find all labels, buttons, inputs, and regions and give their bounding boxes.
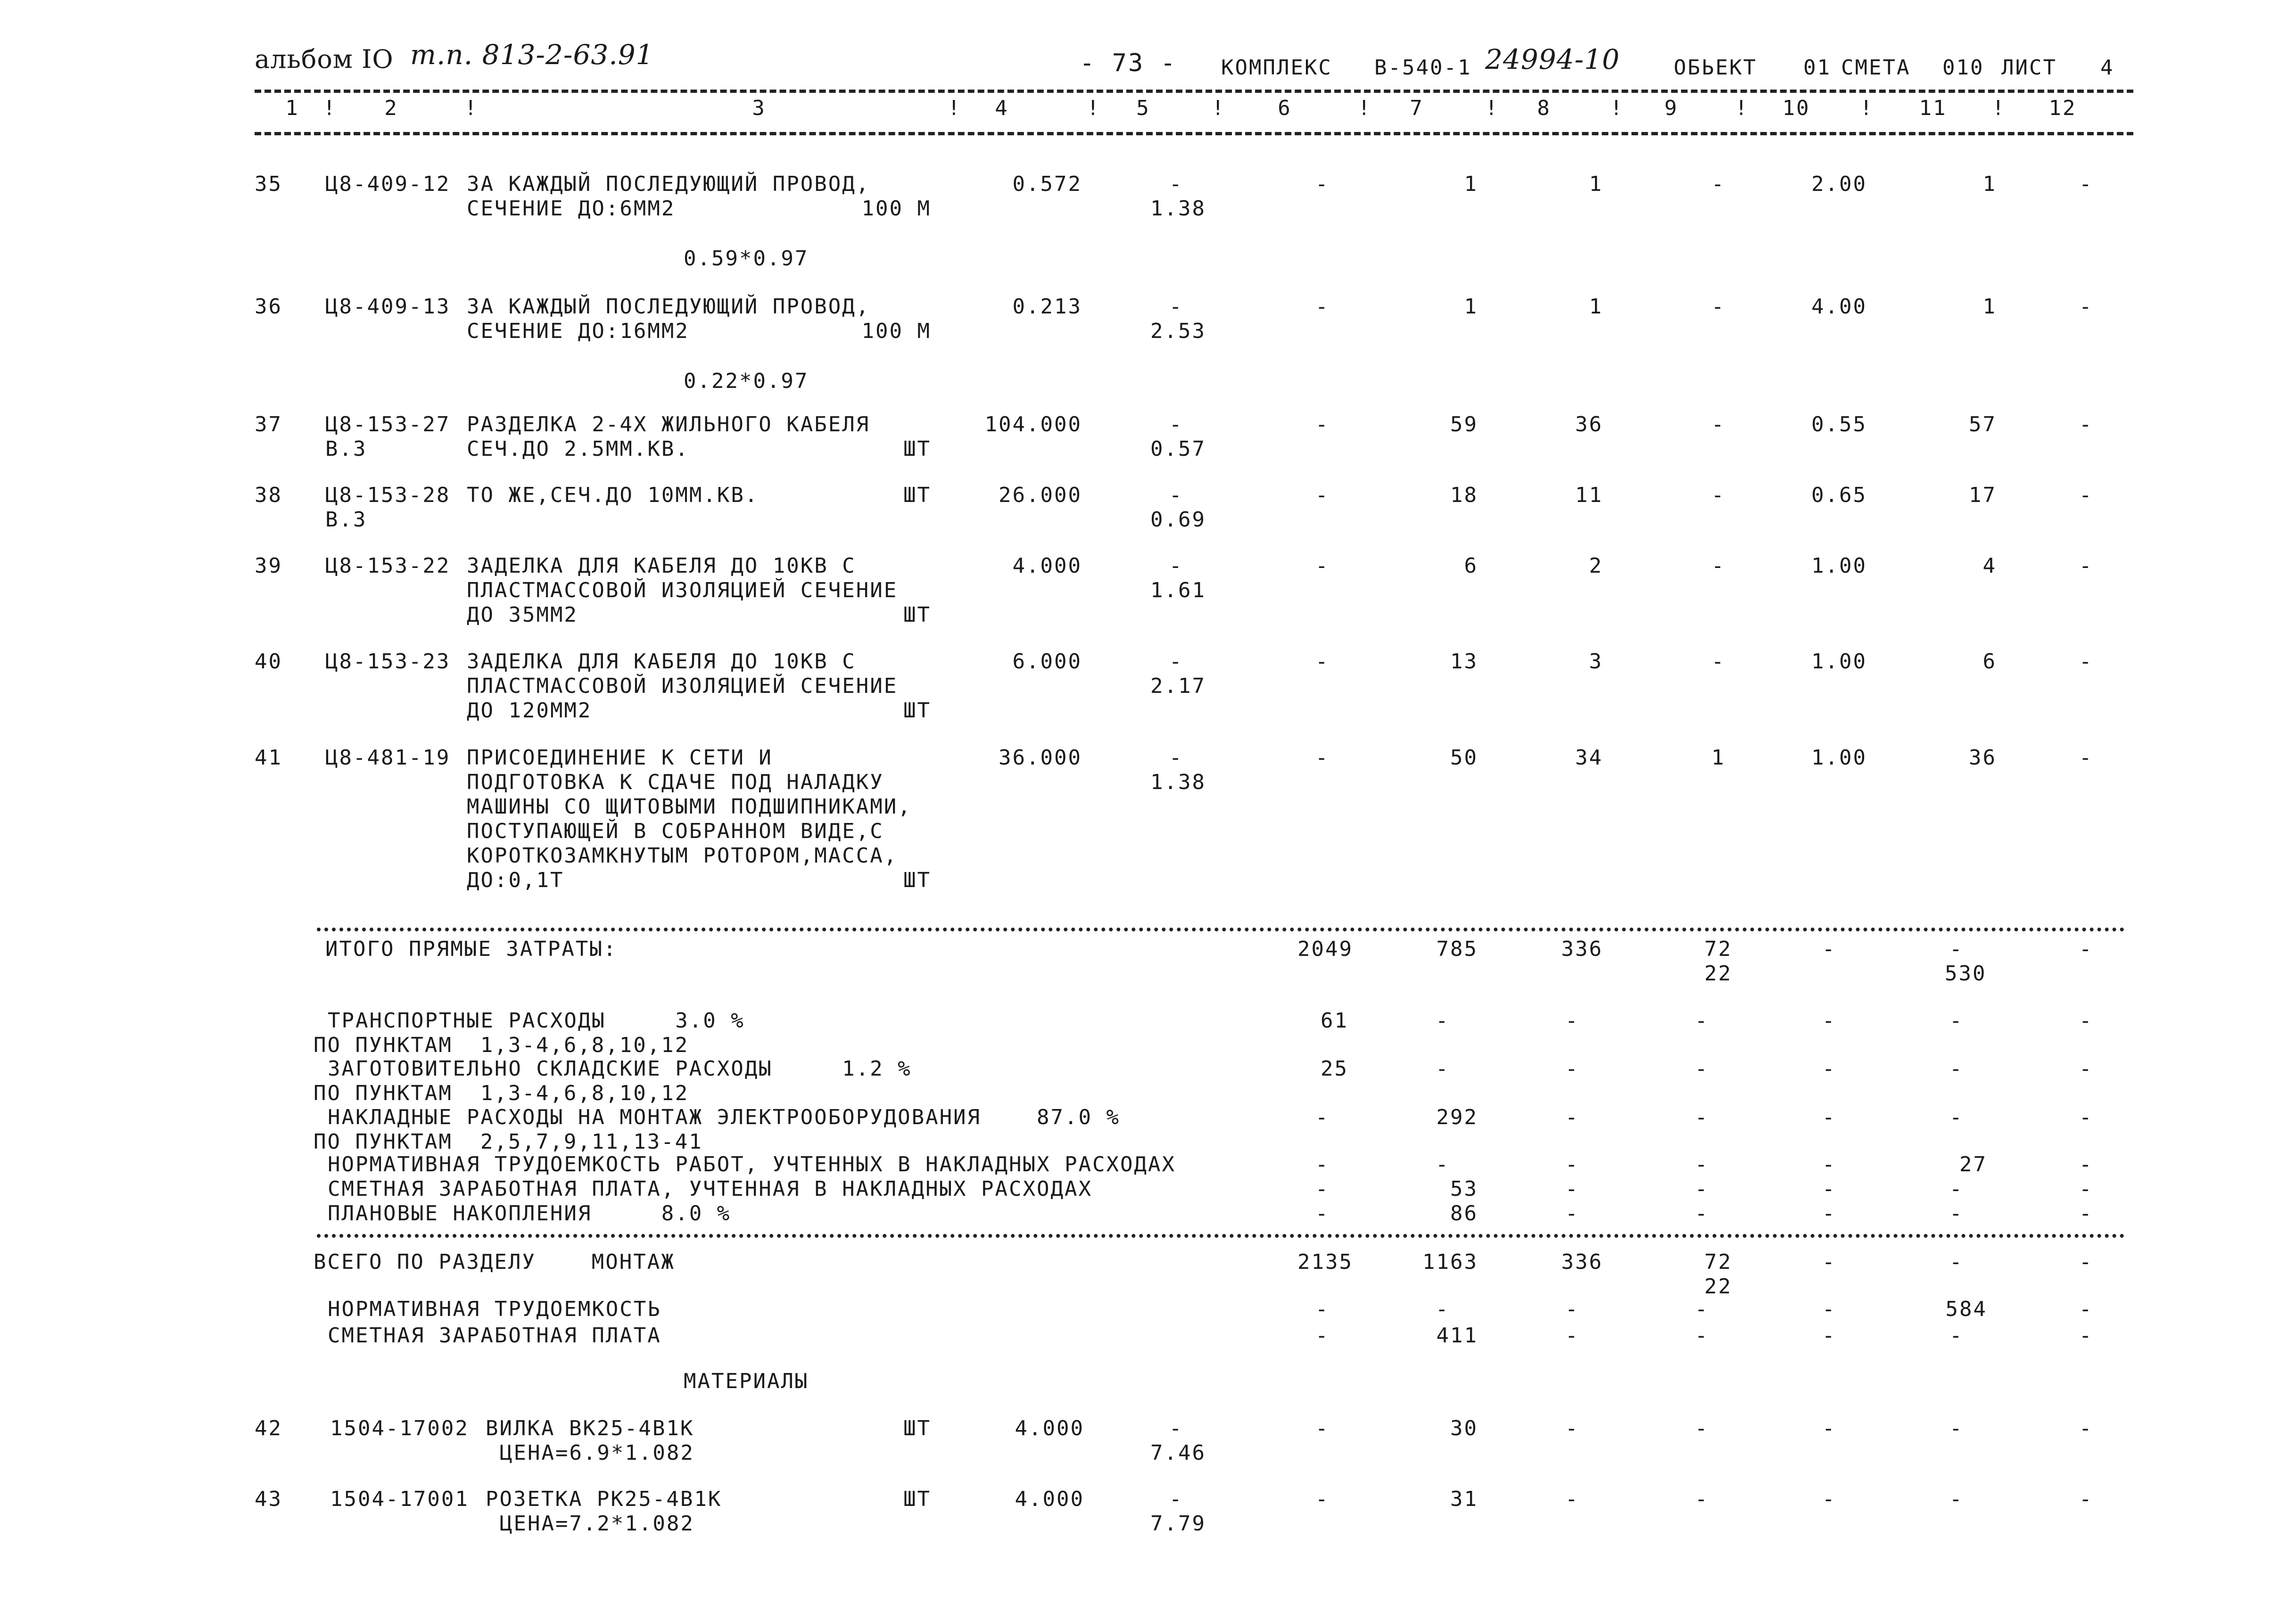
row-description: ЗА КАЖДЫЙ ПОСЛЕДУЮЩИЙ ПРОВОД,: [467, 295, 870, 319]
row-unit: ШТ: [903, 868, 931, 892]
col11-value: 1: [1982, 172, 1997, 196]
row-number: 39: [255, 554, 282, 578]
row-description: ДО 120ММ2: [467, 699, 592, 723]
col11-value: 17: [1969, 483, 1997, 507]
itogo-col12: -: [2079, 937, 2093, 961]
kompleks-code: В-540-1: [1374, 56, 1472, 80]
material-quantity: 4.000: [1015, 1487, 1084, 1511]
overhead-col7: 86: [1450, 1201, 1478, 1225]
material-col10: -: [1822, 1416, 1836, 1440]
material-number: 43: [255, 1487, 282, 1511]
row-formula: 0.59*0.97: [684, 247, 809, 271]
overhead-col11: 27: [1959, 1152, 1987, 1176]
col9-value: -: [1711, 554, 1726, 578]
norm-col11: 584: [1945, 1297, 1987, 1321]
column-separator: !: [1087, 96, 1101, 120]
overhead-col8: -: [1565, 1201, 1579, 1225]
row-unit: ШТ: [903, 483, 931, 507]
col9-value: -: [1711, 295, 1726, 319]
norm-col9: -: [1695, 1324, 1709, 1348]
overhead-label: НОРМАТИВНАЯ ТРУДОЕМКОСТЬ РАБОТ, УЧТЕННЫХ В НАКЛАДНЫХ РАСХОДАХ: [328, 1152, 1176, 1176]
col8-value: 2: [1589, 554, 1603, 578]
material-price: ЦЕНА=7.2*1.082: [500, 1512, 694, 1536]
material-quantity: 4.000: [1015, 1416, 1084, 1440]
row-code: Ц8-153-22: [325, 554, 451, 578]
itogo-col11: -: [1949, 937, 1964, 961]
row-code: Ц8-481-19: [325, 746, 451, 770]
column-separator: !: [1212, 96, 1226, 120]
vsego-col8: 336: [1561, 1250, 1603, 1274]
row-description: ДО:0,1Т: [467, 868, 564, 892]
col8-value: 34: [1575, 746, 1603, 770]
norm-col6: -: [1315, 1297, 1330, 1321]
material-col10: -: [1822, 1487, 1836, 1511]
column-number: 6: [1278, 96, 1292, 120]
col10-value: 2.00: [1811, 172, 1867, 196]
album-label: альбом IO: [255, 44, 394, 74]
column-separator: !: [464, 96, 479, 120]
smeta-label: СМЕТА: [1841, 56, 1911, 80]
column-separator: !: [1358, 96, 1372, 120]
itogo-col7: 785: [1436, 937, 1478, 961]
col6-value: -: [1315, 650, 1330, 674]
column-separator: !: [1735, 96, 1749, 120]
row-description: СЕЧЕНИЕ ДО:6ММ2: [467, 197, 676, 221]
col5-value: 1.61: [1150, 578, 1206, 602]
row-description: ПОДГОТОВКА К СДАЧЕ ПОД НАЛАДКУ: [467, 770, 884, 794]
row-code: Ц8-409-12: [325, 172, 451, 196]
norm-col12: -: [2079, 1324, 2093, 1348]
overhead-col12: -: [2079, 1009, 2093, 1033]
material-code: 1504-17002: [330, 1416, 469, 1440]
material-col9: -: [1695, 1487, 1709, 1511]
header-rule-top: [255, 90, 2133, 93]
col6-value: -: [1315, 295, 1330, 319]
norm-col12: -: [2079, 1297, 2093, 1321]
itogo-col9: 72: [1704, 937, 1732, 961]
overhead-col9: -: [1695, 1057, 1709, 1081]
row-description: ДО 35ММ2: [467, 603, 578, 627]
material-unit: ШТ: [903, 1416, 931, 1440]
vsego-col10: -: [1822, 1250, 1836, 1274]
list-number: 4: [2100, 56, 2114, 80]
row-unit: 100 М: [861, 319, 931, 343]
overhead-col6: 61: [1321, 1009, 1348, 1033]
overhead-col11: -: [1949, 1057, 1964, 1081]
norm-col9: -: [1695, 1297, 1709, 1321]
row-number: 41: [255, 746, 282, 770]
col12-value: -: [2079, 650, 2093, 674]
col8-value: 36: [1575, 412, 1603, 436]
overhead-label: ТРАНСПОРТНЫЕ РАСХОДЫ 3.0 %: [328, 1009, 745, 1033]
column-separator: !: [948, 96, 962, 120]
row-quantity: 0.572: [1012, 172, 1082, 196]
col5-value: 0.69: [1150, 508, 1206, 532]
overhead-col9: -: [1695, 1105, 1709, 1129]
col11-value: 36: [1969, 746, 1997, 770]
norm-col10: -: [1822, 1297, 1836, 1321]
itogo-label: ИТОГО ПРЯМЫЕ ЗАТРАТЫ:: [325, 937, 618, 961]
norm-col7: -: [1436, 1297, 1450, 1321]
col8-value: 1: [1589, 172, 1603, 196]
overhead-col6: -: [1315, 1177, 1330, 1201]
overhead-col12: -: [2079, 1201, 2093, 1225]
row-description: ТО ЖЕ,СЕЧ.ДО 10ММ.КВ.: [467, 483, 759, 507]
overhead-label: СМЕТНАЯ ЗАРАБОТНАЯ ПЛАТА, УЧТЕННАЯ В НАКЛАДНЫХ РАСХОДАХ: [328, 1177, 1092, 1201]
col5-dash: -: [1169, 746, 1183, 770]
col5-dash: -: [1169, 172, 1183, 196]
col10-value: 1.00: [1811, 746, 1867, 770]
material-col7: 30: [1450, 1416, 1478, 1440]
itogo-col11b: 530: [1945, 962, 1987, 986]
overhead-col11: -: [1949, 1105, 1964, 1129]
overhead-col10: -: [1822, 1177, 1836, 1201]
row-unit: 100 М: [861, 197, 931, 221]
col6-value: -: [1315, 483, 1330, 507]
overhead-col7: 292: [1436, 1105, 1478, 1129]
row-quantity: 4.000: [1012, 554, 1082, 578]
col6-value: -: [1315, 172, 1330, 196]
overhead-points: ПО ПУНКТАМ 2,5,7,9,11,13-41: [314, 1130, 703, 1154]
row-quantity: 0.213: [1012, 295, 1082, 319]
col6-value: -: [1315, 412, 1330, 436]
col5-value: 2.17: [1150, 674, 1206, 698]
vsego-col7: 1163: [1422, 1250, 1478, 1274]
overhead-label: ЗАГОТОВИТЕЛЬНО СКЛАДСКИЕ РАСХОДЫ 1.2 %: [328, 1057, 912, 1081]
page-number: - 73 -: [1080, 49, 1177, 77]
column-number: 3: [752, 96, 766, 120]
overhead-col7: -: [1436, 1152, 1450, 1176]
itogo-col9b: 22: [1704, 962, 1732, 986]
col7-value: 59: [1450, 412, 1478, 436]
row-description: КОРОТКОЗАМКНУТЫМ РОТОРОМ,МАССА,: [467, 844, 898, 868]
row-code: В.3: [325, 508, 367, 532]
overhead-col6: 25: [1321, 1057, 1348, 1081]
smeta-number: 010: [1942, 56, 1984, 80]
norm-col10: -: [1822, 1324, 1836, 1348]
col12-value: -: [2079, 483, 2093, 507]
vsego-label: ВСЕГО ПО РАЗДЕЛУ МОНТАЖ: [314, 1250, 675, 1274]
overhead-col8: -: [1565, 1177, 1579, 1201]
typical-project-number: т.п. 813-2-63.91: [410, 39, 654, 71]
norm-label: НОРМАТИВНАЯ ТРУДОЕМКОСТЬ: [328, 1297, 661, 1321]
overhead-col8: -: [1565, 1057, 1579, 1081]
col8-value: 1: [1589, 295, 1603, 319]
col10-value: 4.00: [1811, 295, 1867, 319]
overhead-col12: -: [2079, 1057, 2093, 1081]
overhead-col9: -: [1695, 1152, 1709, 1176]
overhead-col10: -: [1822, 1009, 1836, 1033]
material-col8: -: [1565, 1416, 1579, 1440]
itogo-col10: -: [1822, 937, 1836, 961]
material-col11: -: [1949, 1487, 1964, 1511]
row-description: ЗАДЕЛКА ДЛЯ КАБЕЛЯ ДО 10КВ С: [467, 650, 856, 674]
col12-value: -: [2079, 172, 2093, 196]
material-col11: -: [1949, 1416, 1964, 1440]
col10-value: 0.65: [1811, 483, 1867, 507]
overhead-col9: -: [1695, 1201, 1709, 1225]
col7-value: 1: [1464, 295, 1478, 319]
col12-value: -: [2079, 746, 2093, 770]
norm-col8: -: [1565, 1324, 1579, 1348]
row-quantity: 26.000: [999, 483, 1082, 507]
material-col12: -: [2079, 1487, 2093, 1511]
vsego-col11: -: [1949, 1250, 1964, 1274]
row-number: 35: [255, 172, 282, 196]
col7-value: 18: [1450, 483, 1478, 507]
vsego-col9: 72: [1704, 1250, 1732, 1274]
col11-value: 4: [1982, 554, 1997, 578]
column-number: 8: [1537, 96, 1551, 120]
col7-value: 13: [1450, 650, 1478, 674]
row-description: ЗАДЕЛКА ДЛЯ КАБЕЛЯ ДО 10КВ С: [467, 554, 856, 578]
norm-col8: -: [1565, 1297, 1579, 1321]
col9-value: -: [1711, 483, 1726, 507]
itogo-col8: 336: [1561, 937, 1603, 961]
material-col5-dash: -: [1169, 1487, 1183, 1511]
col11-value: 1: [1982, 295, 1997, 319]
overhead-col9: -: [1695, 1177, 1709, 1201]
overhead-col10: -: [1822, 1105, 1836, 1129]
row-description: ПОСТУПАЮЩЕЙ В СОБРАННОМ ВИДЕ,С: [467, 819, 884, 843]
col7-value: 50: [1450, 746, 1478, 770]
overhead-col7: 53: [1450, 1177, 1478, 1201]
overhead-col6: -: [1315, 1201, 1330, 1225]
overhead-col12: -: [2079, 1177, 2093, 1201]
row-code: Ц8-153-23: [325, 650, 451, 674]
itogo-dotted-rule: [317, 928, 2125, 931]
column-number: 7: [1410, 96, 1424, 120]
overhead-col7: -: [1436, 1009, 1450, 1033]
material-col9: -: [1695, 1416, 1709, 1440]
row-formula: 0.22*0.97: [684, 369, 809, 393]
col6-value: -: [1315, 554, 1330, 578]
row-description: СЕЧЕНИЕ ДО:16ММ2: [467, 319, 689, 343]
material-number: 42: [255, 1416, 282, 1440]
overhead-col8: -: [1565, 1152, 1579, 1176]
column-number: 12: [2048, 96, 2077, 120]
column-number: 9: [1664, 96, 1678, 120]
overhead-label: ПЛАНОВЫЕ НАКОПЛЕНИЯ 8.0 %: [328, 1201, 731, 1225]
overhead-col6: -: [1315, 1152, 1330, 1176]
row-description: ПЛАСТМАССОВОЙ ИЗОЛЯЦИЕЙ СЕЧЕНИЕ: [467, 578, 898, 602]
norm-col6: -: [1315, 1324, 1330, 1348]
row-description: ЗА КАЖДЫЙ ПОСЛЕДУЮЩИЙ ПРОВОД,: [467, 172, 870, 196]
material-col6: -: [1315, 1487, 1330, 1511]
column-number: 5: [1136, 96, 1150, 120]
material-col5-value: 7.46: [1150, 1441, 1206, 1465]
row-unit: ШТ: [903, 437, 931, 461]
row-description: ПРИСОЕДИНЕНИЕ К СЕТИ И: [467, 746, 773, 770]
vsego-col12: -: [2079, 1250, 2093, 1274]
column-number: 4: [995, 96, 1009, 120]
material-col12: -: [2079, 1416, 2093, 1440]
overhead-col8: -: [1565, 1105, 1579, 1129]
norm-col7: 411: [1436, 1324, 1478, 1348]
row-number: 36: [255, 295, 282, 319]
col9-value: -: [1711, 412, 1726, 436]
material-unit: ШТ: [903, 1487, 931, 1511]
col10-value: 0.55: [1811, 412, 1867, 436]
column-number: 11: [1919, 96, 1947, 120]
col8-value: 3: [1589, 650, 1603, 674]
row-code: Ц8-153-28: [325, 483, 451, 507]
column-separator: !: [323, 96, 337, 120]
overhead-col10: -: [1822, 1201, 1836, 1225]
overhead-col9: -: [1695, 1009, 1709, 1033]
column-number: 2: [384, 96, 398, 120]
material-price: ЦЕНА=6.9*1.082: [500, 1441, 694, 1465]
row-unit: ШТ: [903, 603, 931, 627]
col12-value: -: [2079, 554, 2093, 578]
col5-value: 0.57: [1150, 437, 1206, 461]
header-rule-bottom: [255, 132, 2133, 135]
row-code: Ц8-153-27: [325, 412, 451, 436]
row-quantity: 6.000: [1012, 650, 1082, 674]
overhead-col6: -: [1315, 1105, 1330, 1129]
row-number: 38: [255, 483, 282, 507]
kompleks-handwritten: 24994-10: [1485, 43, 1620, 75]
col9-value: -: [1711, 650, 1726, 674]
col5-dash: -: [1169, 412, 1183, 436]
column-separator: !: [1485, 96, 1499, 120]
row-quantity: 36.000: [999, 746, 1082, 770]
material-name: РОЗЕТКА РК25-4В1К: [486, 1487, 722, 1511]
overhead-col12: -: [2079, 1105, 2093, 1129]
overhead-col10: -: [1822, 1057, 1836, 1081]
itogo-col6: 2049: [1297, 937, 1353, 961]
vsego-col9b: 22: [1704, 1275, 1732, 1299]
material-col6: -: [1315, 1416, 1330, 1440]
material-col5-value: 7.79: [1150, 1512, 1206, 1536]
overhead-col11: -: [1949, 1201, 1964, 1225]
row-number: 37: [255, 412, 282, 436]
row-description: РАЗДЕЛКА 2-4Х ЖИЛЬНОГО КАБЕЛЯ: [467, 412, 870, 436]
material-col8: -: [1565, 1487, 1579, 1511]
col11-value: 6: [1982, 650, 1997, 674]
overhead-col10: -: [1822, 1152, 1836, 1176]
list-label: ЛИСТ: [2001, 56, 2057, 80]
col7-value: 1: [1464, 172, 1478, 196]
col8-value: 11: [1575, 483, 1603, 507]
col5-dash: -: [1169, 554, 1183, 578]
col12-value: -: [2079, 412, 2093, 436]
col5-dash: -: [1169, 650, 1183, 674]
row-quantity: 104.000: [984, 412, 1082, 436]
column-number: 1: [285, 96, 299, 120]
col5-value: 2.53: [1150, 319, 1206, 343]
col10-value: 1.00: [1811, 650, 1867, 674]
obekt-number: 01: [1803, 56, 1831, 80]
material-col7: 31: [1450, 1487, 1478, 1511]
row-code: Ц8-409-13: [325, 295, 451, 319]
col6-value: -: [1315, 746, 1330, 770]
col10-value: 1.00: [1811, 554, 1867, 578]
overhead-col8: -: [1565, 1009, 1579, 1033]
column-separator: !: [1992, 96, 2006, 120]
column-separator: !: [1860, 96, 1874, 120]
vsego-col6: 2135: [1297, 1250, 1353, 1274]
overhead-label: НАКЛАДНЫЕ РАСХОДЫ НА МОНТАЖ ЭЛЕКТРООБОРУДОВАНИЯ 87.0 %: [328, 1105, 1120, 1129]
materials-title: МАТЕРИАЛЫ: [684, 1369, 809, 1393]
material-col5-dash: -: [1169, 1416, 1183, 1440]
row-description: СЕЧ.ДО 2.5ММ.КВ.: [467, 437, 689, 461]
vsego-dotted-rule: [317, 1234, 2125, 1238]
overhead-col11: -: [1949, 1177, 1964, 1201]
col5-dash: -: [1169, 295, 1183, 319]
norm-label: СМЕТНАЯ ЗАРАБОТНАЯ ПЛАТА: [328, 1324, 661, 1348]
material-code: 1504-17001: [330, 1487, 469, 1511]
kompleks-label: КОМПЛЕКС: [1221, 56, 1332, 80]
row-description: МАШИНЫ СО ЩИТОВЫМИ ПОДШИПНИКАМИ,: [467, 795, 912, 819]
overhead-col12: -: [2079, 1152, 2093, 1176]
overhead-points: ПО ПУНКТАМ 1,3-4,6,8,10,12: [314, 1033, 689, 1057]
norm-col11: -: [1949, 1324, 1964, 1348]
column-number: 10: [1782, 96, 1810, 120]
overhead-col11: -: [1949, 1009, 1964, 1033]
row-description: ПЛАСТМАССОВОЙ ИЗОЛЯЦИЕЙ СЕЧЕНИЕ: [467, 674, 898, 698]
col9-value: 1: [1711, 746, 1726, 770]
overhead-points: ПО ПУНКТАМ 1,3-4,6,8,10,12: [314, 1081, 689, 1105]
col7-value: 6: [1464, 554, 1478, 578]
col5-value: 1.38: [1150, 770, 1206, 794]
row-unit: ШТ: [903, 699, 931, 723]
overhead-col7: -: [1436, 1057, 1450, 1081]
row-code: В.3: [325, 437, 367, 461]
col5-dash: -: [1169, 483, 1183, 507]
row-number: 40: [255, 650, 282, 674]
col5-value: 1.38: [1150, 197, 1206, 221]
column-separator: !: [1610, 96, 1624, 120]
obekt-label: ОБЬЕКТ: [1674, 56, 1757, 80]
material-name: ВИЛКА ВК25-4В1К: [486, 1416, 694, 1440]
col9-value: -: [1711, 172, 1726, 196]
col11-value: 57: [1969, 412, 1997, 436]
col12-value: -: [2079, 295, 2093, 319]
